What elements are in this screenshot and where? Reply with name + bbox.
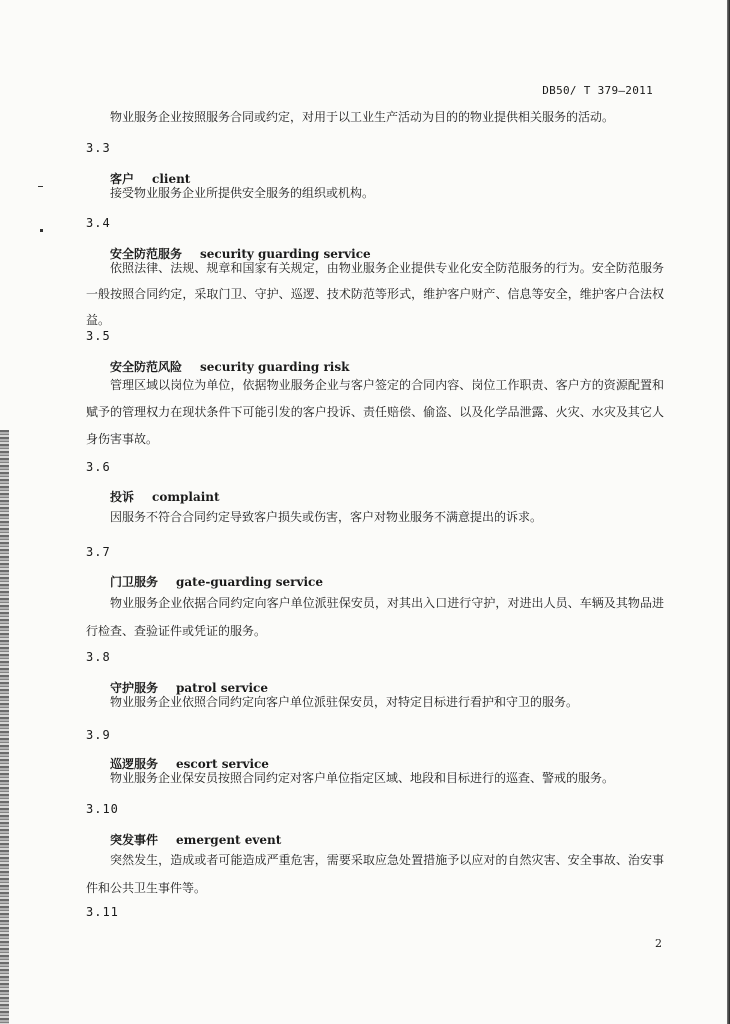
term-en: patrol service (176, 681, 268, 695)
term-en: gate-guarding service (176, 575, 323, 589)
term-en: security guarding risk (200, 360, 350, 374)
term-definition: 物业服务企业依据合同约定向客户单位派驻保安员，对其出入口进行守护，对进出人员、车辆及其物品进行检查、查验证件或凭证的服务。 (86, 596, 664, 638)
term-zh: 守护服务 (110, 681, 159, 695)
scan-speck (40, 229, 43, 232)
term-en: escort service (176, 757, 269, 771)
term-definition: 因服务不符合合同约定导致客户损失或伤害，客户对物业服务不满意提出的诉求。 (110, 510, 543, 524)
term-definition: 管理区域以岗位为单位，依据物业服务企业与客户签定的合同内容、岗位工作职责、客户方的资源配置和赋予的管理权力在现状条件下可能引发的客户投诉、责任赔偿、偷盗、以及化学品泄露、火灾、水灾及其它人身伤害事故。 (86, 378, 664, 446)
term-definition: 物业服务企业依照合同约定向客户单位派驻保安员，对特定目标进行看护和守卫的服务。 (110, 695, 579, 709)
term-heading (110, 488, 220, 505)
section-number: 3.4 (86, 216, 111, 230)
term-zh: 投诉 (110, 490, 135, 504)
section-number: 3.8 (86, 650, 111, 664)
term-heading (110, 573, 323, 590)
term-definition: 突然发生，造成或者可能造成严重危害，需要采取应急处置措施予以应对的自然灾害、安全事故、治安事件和公共卫生事件等。 (86, 853, 664, 895)
section-number: 3.7 (86, 545, 111, 559)
term-zh: 突发事件 (110, 833, 159, 847)
term-en: emergent event (176, 833, 282, 847)
section-number: 3.9 (86, 728, 111, 742)
term-en: client (152, 172, 191, 186)
term-zh: 安全防范服务 (110, 247, 183, 261)
term-zh: 客户 (110, 172, 135, 186)
page-number: 2 (655, 937, 662, 950)
term-zh: 巡逻服务 (110, 757, 159, 771)
term-definition: 依照法律、法规、规章和国家有关规定，由物业服务企业提供专业化安全防范服务的行为。安全防范服务一般按照合同约定，采取门卫、守护、巡逻、技术防范等形式，维护客户财产、信息等安全，维护客户合法权益。 (86, 261, 664, 327)
term-en: security guarding service (200, 247, 371, 261)
section-number: 3.5 (86, 329, 111, 343)
term-definition: 物业服务企业保安员按照合同约定对客户单位指定区域、地段和目标进行的巡查、警戒的服务。 (110, 771, 615, 785)
section-number: 3.10 (86, 802, 119, 816)
term-en: complaint (152, 490, 220, 504)
section-number: 3.3 (86, 141, 111, 155)
term-zh: 门卫服务 (110, 575, 159, 589)
scan-edge-left (0, 430, 9, 1024)
section-number: 3.6 (86, 460, 111, 474)
term-definition: 接受物业服务企业所提供安全服务的组织或机构。 (110, 186, 375, 200)
scan-speck (38, 186, 43, 187)
document-code: DB50/ T 379—2011 (542, 84, 653, 97)
section-number: 3.11 (86, 905, 119, 919)
intro-paragraph: 物业服务企业按照服务合同或约定，对用于以工业生产活动为目的的物业提供相关服务的活动。 (110, 110, 615, 124)
term-zh: 安全防范风险 (110, 360, 183, 374)
